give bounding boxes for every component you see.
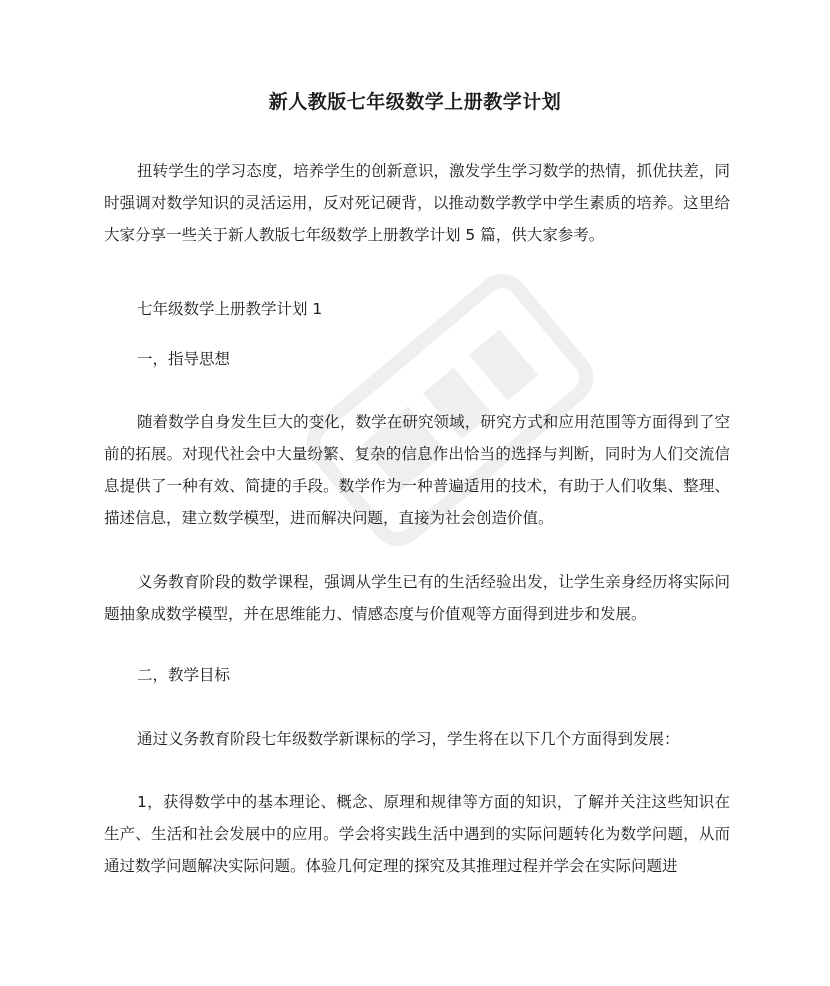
section-heading-plan-1: 七年级数学上册教学计划 1 — [137, 300, 323, 318]
paragraph-guiding-ideology-1: 随着数学自身发生巨大的变化，数学在研究领域，研究方式和应用范围等方面得到了空前的拓展。对现代社会中大量纷繁、复杂的信息作出恰当的选择与判断，同时为人们交流信息提供了一种有效、简捷的手段。数学作为一种普遍适用的技术，有助于人们收集、整理、描述信息，建立数学模型，进而解决问题，直接为社会创造价值。 — [104, 413, 730, 527]
document-title: 新人教版七年级数学上册教学计划 — [268, 91, 562, 113]
paragraph-guiding-ideology-2: 义务教育阶段的数学课程，强调从学生已有的生活经验出发，让学生亲身经历将实际问题抽象成数学模型，并在思维能力、情感态度与价值观等方面得到进步和发展。 — [104, 573, 730, 623]
heading-guiding-ideology: 一，指导思想 — [137, 350, 231, 368]
paragraph-teaching-goals-intro: 通过义务教育阶段七年级数学新课标的学习，学生将在以下几个方面得到发展： — [137, 730, 680, 748]
heading-teaching-goals: 二，教学目标 — [137, 666, 231, 684]
intro-paragraph: 扭转学生的学习态度，培养学生的创新意识，激发学生学习数学的热情，抓优扶差，同时强调对数学知识的灵活运用，反对死记硬背，以推动数学教学中学生素质的培养。这里给大家分享一些关于新人教版七年级数学上册教学计划 5 篇，供大家参考。 — [104, 162, 730, 244]
paragraph-goal-1: 1，获得数学中的基本理论、概念、原理和规律等方面的知识，了解并关注这些知识在生产、生活和社会发展中的应用。学会将实践生活中遇到的实际问题转化为数学问题，从而通过数学问题解决实际问题。体验几何定理的探究及其推理过程并学会在实际问题进 — [104, 793, 730, 875]
